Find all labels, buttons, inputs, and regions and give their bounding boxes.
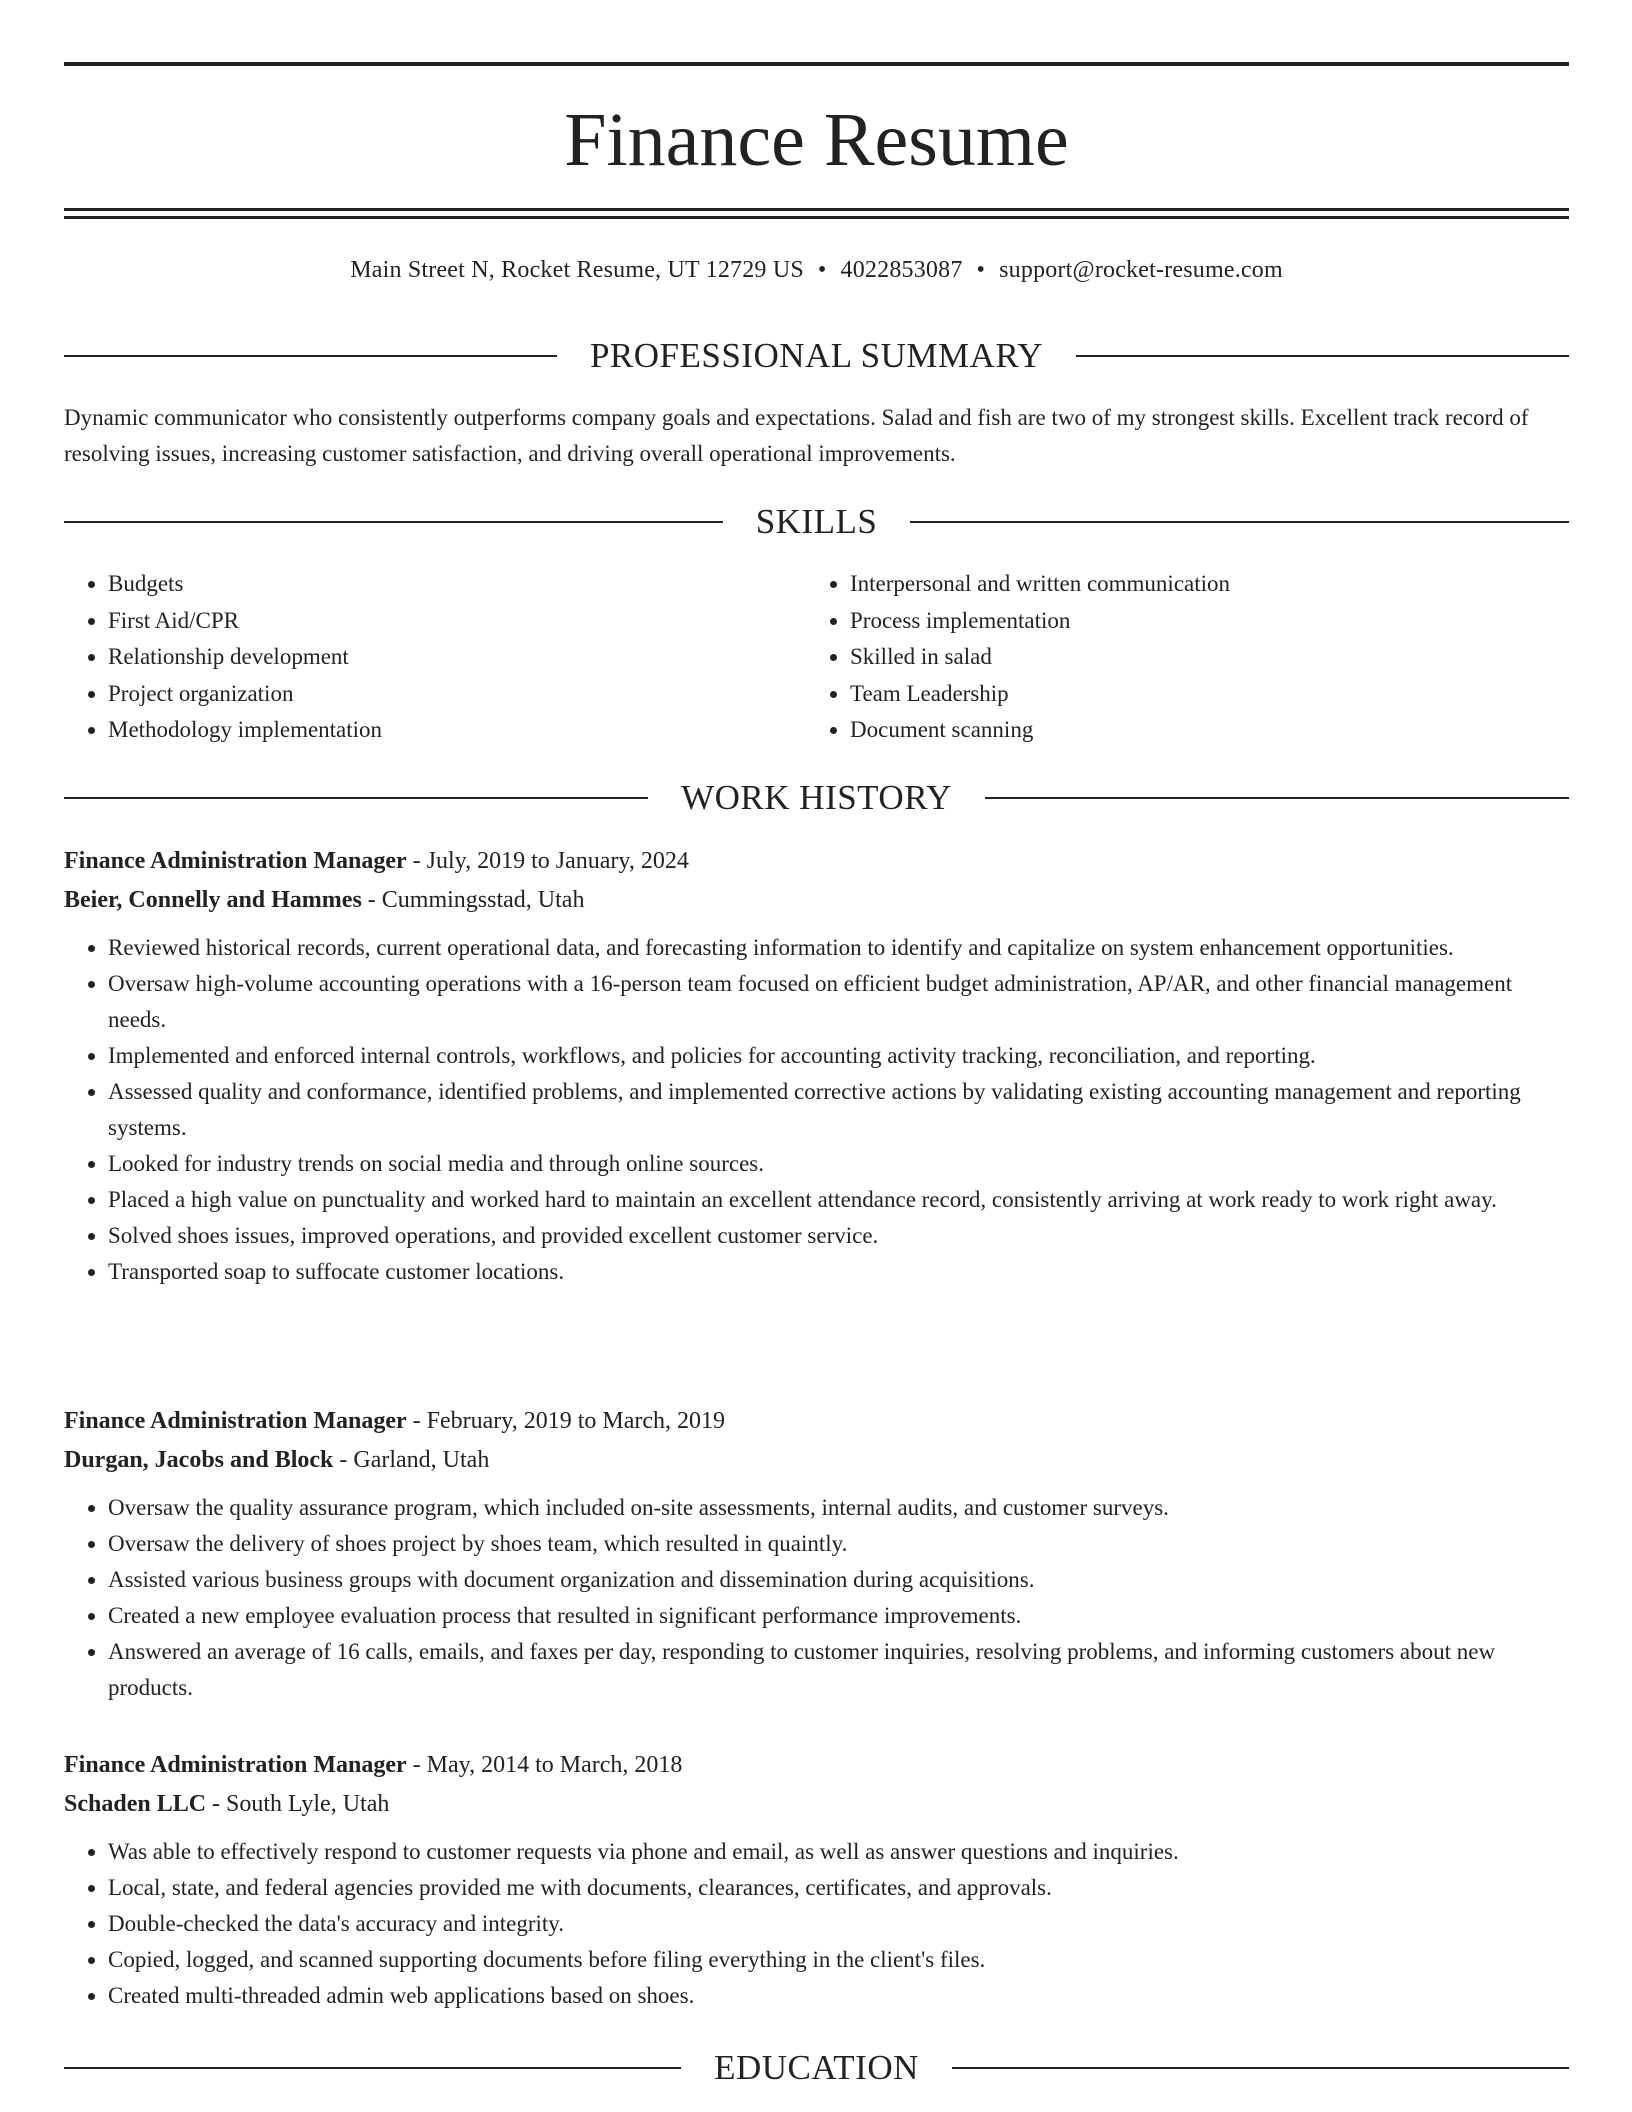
section-heading-summary [64, 334, 1569, 378]
job-entry [64, 1746, 1569, 2014]
job-bullet: • Implemented and enforced internal controls, workflows, and policies for accounting activity tracking, reconciliation, and reporting. [108, 1038, 1569, 1074]
job-dates: - February, 2019 to March, 2019 [406, 1408, 726, 1434]
skill-item: • Document scanning [850, 712, 1548, 749]
job-bullet: • Placed a high value on punctuality and worked hard to maintain an excellent attendance record, consistently arriving at work ready to work right away. [108, 1182, 1569, 1218]
skill-item: • Budgets [108, 566, 806, 603]
resume-title: Finance Resume [564, 98, 1069, 182]
skill-item: • Project organization [108, 676, 806, 713]
job-title: Finance Administration Manager [64, 848, 407, 874]
heading-rule [952, 2067, 1569, 2069]
job-company-line [64, 1785, 1569, 1824]
contact-phone: 4022853087 [840, 257, 963, 283]
job-bullet: • Created a new employee evaluation process that resulted in significant performance improvements. [108, 1598, 1569, 1634]
heading-rule [985, 797, 1569, 799]
job-bullet: • Copied, logged, and scanned supporting documents before filing everything in the client's files. [108, 1942, 1569, 1978]
title-rule-upper [64, 208, 1569, 211]
top-rule [64, 62, 1569, 66]
skill-item: • Interpersonal and written communication [850, 566, 1548, 603]
job-bullet: • Transported soap to suffocate customer locations. [108, 1254, 1569, 1290]
job-bullets [64, 930, 1569, 1290]
skills-list [64, 566, 1569, 749]
job-bullet: • Reviewed historical records, current operational data, and forecasting information to identify and capitalize on system enhancement opportunities. [108, 930, 1569, 966]
job-bullet: • Was able to effectively respond to customer requests via phone and email, as well as answer questions and inquiries. [108, 1834, 1569, 1870]
skill-item: • Methodology implementation [108, 712, 806, 749]
job-bullet: • Oversaw the quality assurance program, which included on-site assessments, internal audits, and customer surveys. [108, 1490, 1569, 1526]
section-heading-education [64, 2046, 1569, 2090]
job-dates: - May, 2014 to March, 2018 [406, 1752, 683, 1778]
job-bullet: • Local, state, and federal agencies provided me with documents, clearances, certificates, and approvals. [108, 1870, 1569, 1906]
job-entry [64, 1402, 1569, 1706]
skill-item: • First Aid/CPR [108, 603, 806, 640]
job-bullet: • Oversaw high-volume accounting operations with a 16-person team focused on efficient budget administration, AP/AR, and other financial management needs. [108, 966, 1569, 1038]
job-title: Finance Administration Manager [64, 1752, 407, 1778]
job-company-line [64, 881, 1569, 920]
section-heading-skills [64, 500, 1569, 544]
job-company: Beier, Connelly and Hammes [64, 886, 362, 913]
job-bullets [64, 1834, 1569, 2014]
contact-address: Main Street N, Rocket Resume, UT 12729 US [350, 257, 804, 283]
job-location: - South Lyle, Utah [206, 1790, 390, 1817]
job-bullet: • Solved shoes issues, improved operations, and provided excellent customer service. [108, 1218, 1569, 1254]
job-company: Schaden LLC [64, 1790, 207, 1817]
job-company-line [64, 1441, 1569, 1480]
job-bullet: • Assisted various business groups with document organization and dissemination during acquisitions. [108, 1562, 1569, 1598]
job-location: - Garland, Utah [333, 1446, 490, 1473]
title-rule-lower [64, 216, 1569, 219]
summary-text: Dynamic communicator who consistently outperforms company goals and expectations. Salad and fish are two of my strongest skills. Excellent track record of resolving issues, increasing customer satisfaction, and driving overall operational improvements. [64, 405, 1529, 466]
heading-rule [64, 2067, 681, 2069]
job-title: Finance Administration Manager [64, 1408, 407, 1434]
section-title: SKILLS [755, 502, 878, 541]
job-dates: - July, 2019 to January, 2024 [406, 848, 689, 874]
section-title: PROFESSIONAL SUMMARY [589, 336, 1044, 375]
job-bullet: • Oversaw the delivery of shoes project by shoes team, which resulted in quaintly. [108, 1526, 1569, 1562]
heading-rule [1076, 355, 1569, 357]
skill-item: • Relationship development [108, 639, 806, 676]
section-title: WORK HISTORY [681, 778, 952, 817]
job-bullets [64, 1490, 1569, 1706]
heading-rule [910, 521, 1569, 523]
skills-column-left [64, 566, 806, 749]
job-company: Durgan, Jacobs and Block [64, 1446, 334, 1473]
contact-separator: • [976, 257, 986, 283]
job-bullet: • Double-checked the data's accuracy and integrity. [108, 1906, 1569, 1942]
contact-separator: • [817, 257, 827, 283]
contact-email: support@rocket-resume.com [999, 257, 1283, 283]
job-bullet: • Created multi-threaded admin web applications based on shoes. [108, 1978, 1569, 2014]
job-bullet: • Assessed quality and conformance, identified problems, and implemented corrective actions by validating existing accounting management and reporting systems. [108, 1074, 1569, 1146]
skill-item: • Team Leadership [850, 676, 1548, 713]
job-bullet: • Answered an average of 16 calls, emails, and faxes per day, responding to customer inquiries, resolving problems, and informing customers about new products. [108, 1634, 1569, 1706]
section-title: EDUCATION [714, 2048, 919, 2087]
job-bullet: • Looked for industry trends on social media and through online sources. [108, 1146, 1569, 1182]
heading-rule [64, 521, 723, 523]
heading-rule [64, 797, 648, 799]
job-title-line [64, 1746, 1569, 1785]
heading-rule [64, 355, 557, 357]
job-entry [64, 842, 1569, 1290]
section-heading-work [64, 776, 1569, 820]
job-location: - Cummingsstad, Utah [361, 886, 585, 913]
skills-column-right [806, 566, 1548, 749]
skill-item: • Skilled in salad [850, 639, 1548, 676]
contact-line [64, 253, 1569, 287]
job-title-line [64, 1402, 1569, 1441]
job-title-line [64, 842, 1569, 881]
skill-item: • Process implementation [850, 603, 1548, 640]
